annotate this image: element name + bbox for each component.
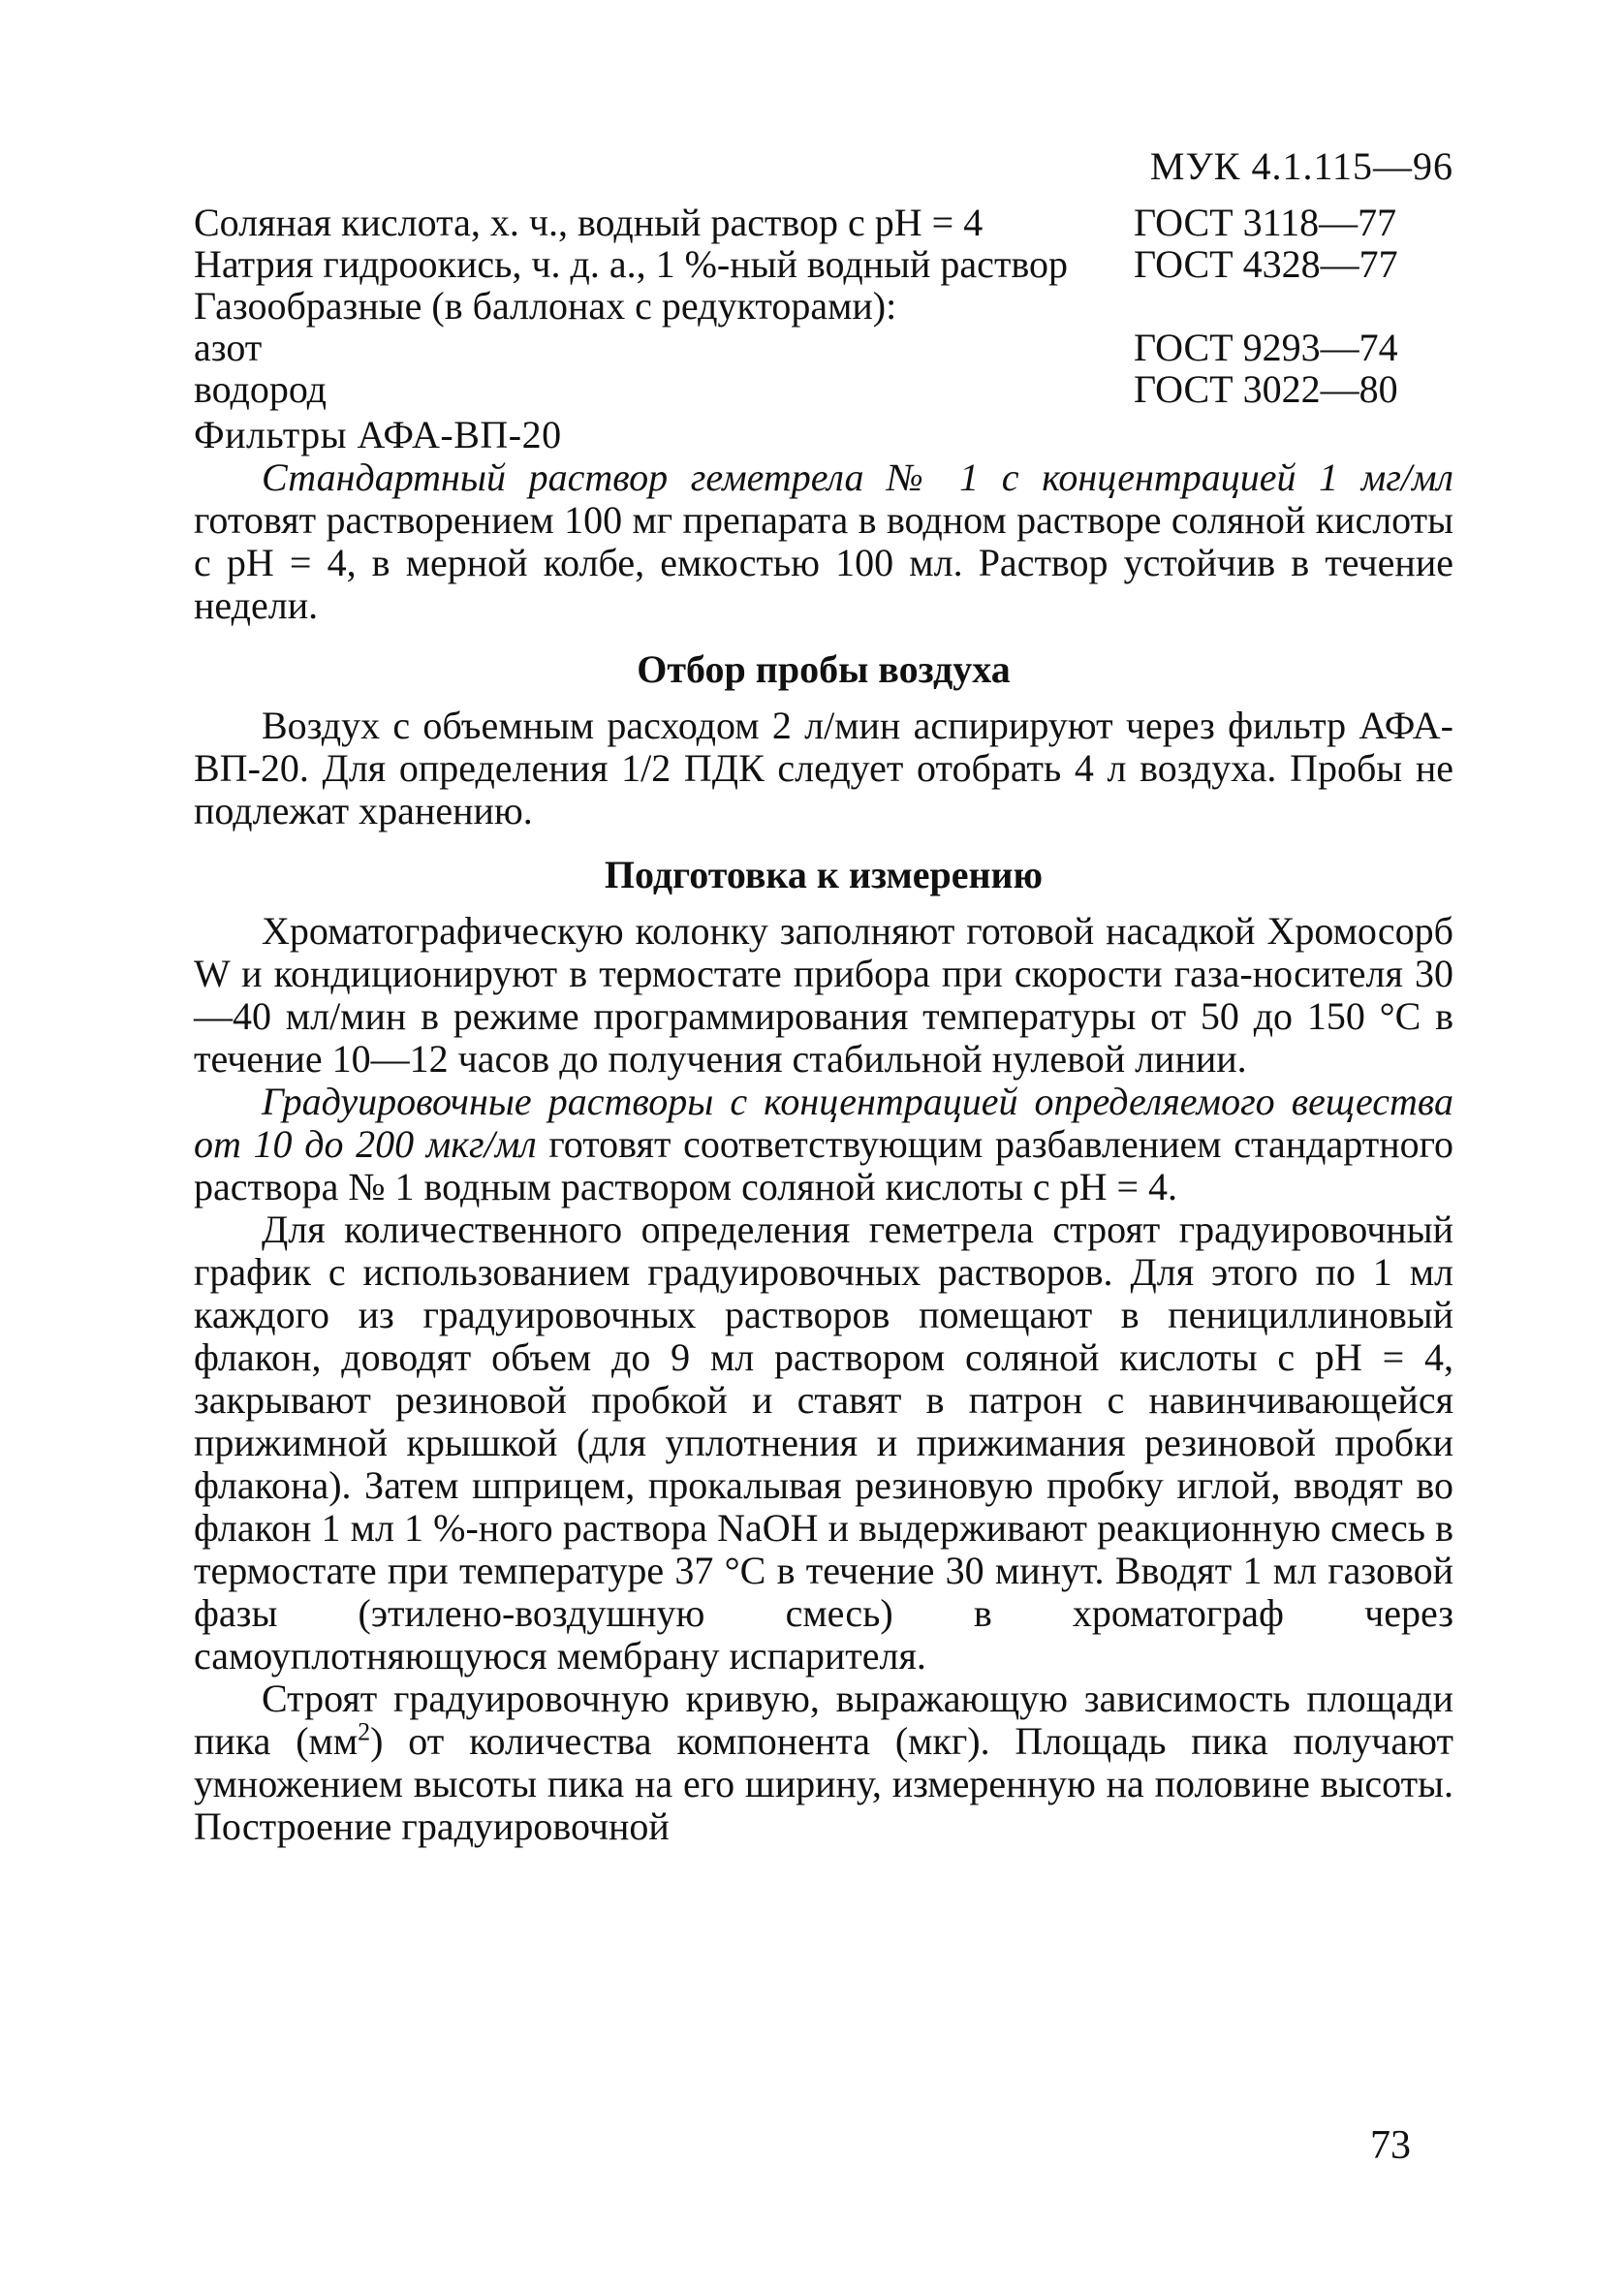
material-name: Соляная кислота, х. ч., водный раствор с рН = 4 bbox=[194, 201, 984, 244]
standard-solution-heading: Стандартный раствор геметрела № 1 с концентрацией 1 мг/мл bbox=[262, 455, 1453, 499]
material-row bbox=[194, 202, 1453, 243]
material-name: Натрия гидроокись, ч. д. а., 1 %-ный водный раствор bbox=[194, 242, 1069, 286]
preparation-paragraph-2 bbox=[194, 1081, 1453, 1208]
material-row bbox=[194, 368, 1453, 410]
preparation-paragraph-4 bbox=[194, 1678, 1453, 1848]
document-page bbox=[194, 145, 1453, 1848]
material-name: Газообразные (в баллонах с редукторами): bbox=[194, 284, 897, 328]
material-row bbox=[194, 243, 1453, 285]
filters-line: Фильтры АФА-ВП-20 bbox=[194, 413, 562, 456]
material-name: азот bbox=[194, 326, 263, 369]
material-standard: ГОСТ 3022—80 bbox=[1134, 367, 1398, 411]
material-row bbox=[194, 327, 1453, 368]
preparation-title: Подготовка к измерению bbox=[604, 853, 1044, 896]
material-standard: ГОСТ 9293—74 bbox=[1134, 326, 1398, 369]
material-row bbox=[194, 285, 1453, 327]
material-name: водород bbox=[194, 367, 328, 411]
material-standard bbox=[1114, 285, 1453, 327]
standard-solution-paragraph bbox=[194, 456, 1453, 627]
material-standard: ГОСТ 4328—77 bbox=[1134, 242, 1398, 286]
document-header: МУК 4.1.115—96 bbox=[1149, 144, 1453, 188]
material-standard: ГОСТ 3118—77 bbox=[1134, 201, 1397, 244]
superscript-2: 2 bbox=[358, 1717, 371, 1746]
sampling-paragraph: Воздух с объемным расходом 2 л/мин аспирируют через фильтр АФА-ВП-20. Для определения 1/2 ПДК следует отобрать 4 л воздуха. Пробы не подлежат хранению. bbox=[194, 704, 1453, 832]
page-number: 73 bbox=[1370, 2123, 1411, 2168]
sampling-title: Отбор пробы воздуха bbox=[637, 647, 1011, 691]
materials-table bbox=[194, 202, 1453, 410]
calibration-curve-text-a: Строят градуировочную кривую, выражающую зависимость площади пика (мм bbox=[194, 1677, 1453, 1763]
calibration-curve-text-b: ) от количества компонента (мкг). Площадь пика получают умножением высоты пика на его ширину, измеренную на половине высоты. Построение градуировочной bbox=[194, 1719, 1454, 1848]
calibration-solutions-heading: Градуировочные растворы с концентрацией определяемого вещества от 10 до 200 мкг/мл bbox=[194, 1080, 1453, 1166]
preparation-paragraph-1: Хроматографическую колонку заполняют готовой насадкой Хромосорб W и кондиционируют в термостате прибора при скорости газа-носителя 30—40 мл/мин в режиме программирования температуры от 50 до 150 °С в течение 10—12 часов до получения стабильной нулевой линии. bbox=[194, 909, 1453, 1081]
calibration-solutions-text: готовят соответствующим разбавлением стандартного раствора № 1 водным раствором соляной кислоты с рН = 4. bbox=[194, 1122, 1454, 1208]
preparation-paragraph-3: Для количественного определения геметрела строят градуировочный график с использованием градуировочных растворов. Для этого по 1 мл каждого из градуировочных растворов помещают в пенициллиновый флакон, доводят объем до 9 мл раствором соляной кислоты с рН = 4, закрывают резиновой пробкой и ставят в патрон с навинчивающейся прижимной крышкой (для уплотнения и прижимания резиновой пробки флакона). Затем шприцем, прокалывая резиновую пробку иглой, вводят во флакон 1 мл 1 %-ного раствора NaOH и выдерживают реакционную смесь в термостате при температуре 37 °С в течение 30 минут. Вводят 1 мл газовой фазы (этилено-воздушную смесь) в хроматограф через самоуплотняющуюся мембрану испарителя. bbox=[194, 1208, 1453, 1678]
standard-solution-text: готовят растворением 100 мг препарата в водном растворе соляной кислоты с рН = 4, в мерной колбе, емкостью 100 мл. Раствор устойчив в течение недели. bbox=[194, 498, 1453, 627]
